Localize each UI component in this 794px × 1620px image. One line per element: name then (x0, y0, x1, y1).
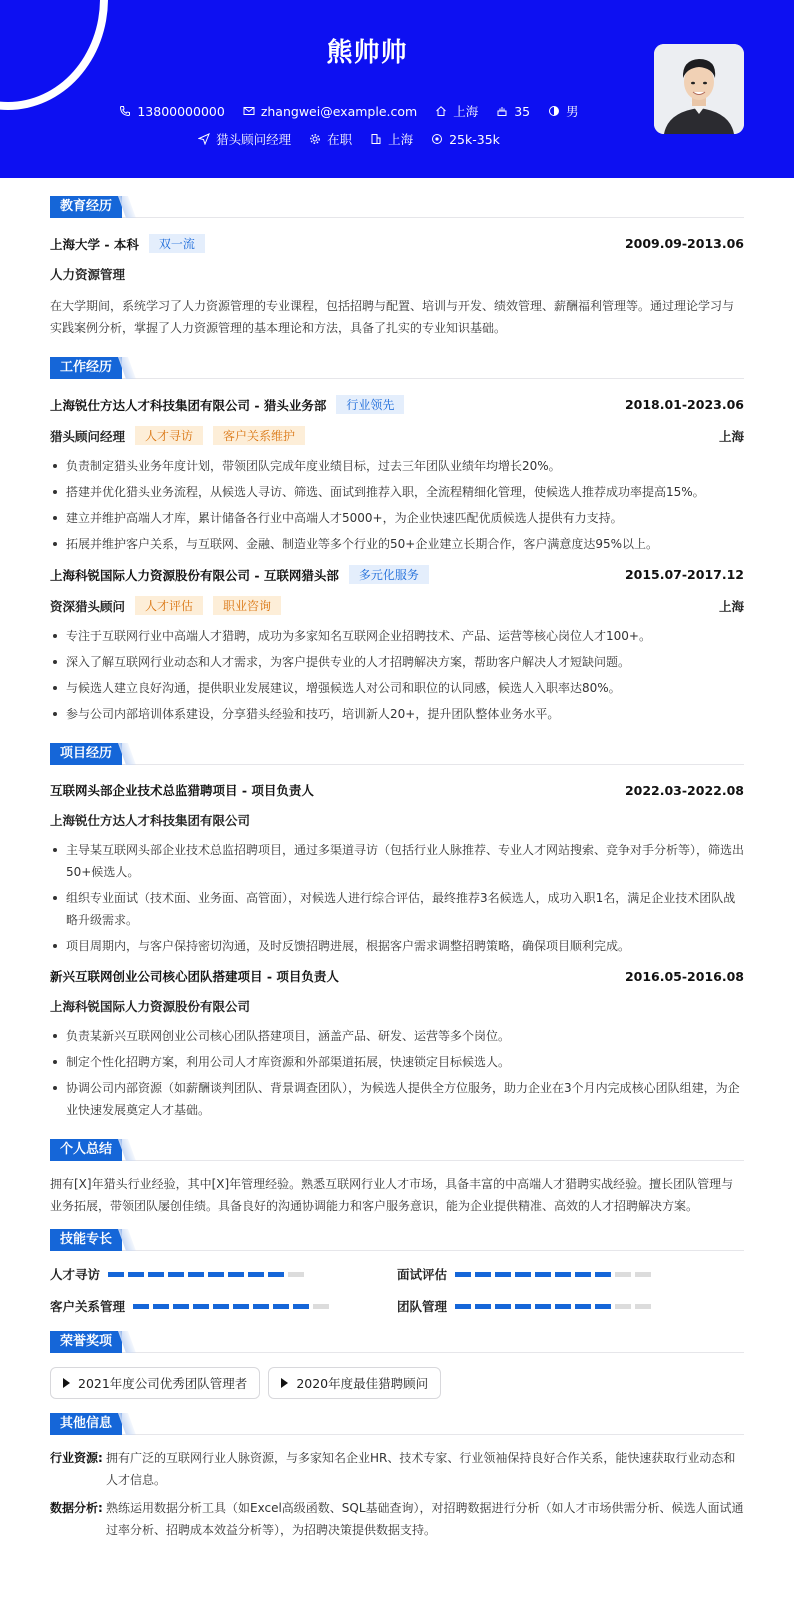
work-tag: 职业咨询 (213, 596, 281, 615)
skill-level-segment (248, 1272, 264, 1277)
award-text: 2020年度最佳猎聘顾问 (296, 1376, 429, 1391)
list-item: 拓展并维护客户关系，与互联网、金融、制造业等多个行业的50+企业建立长期合作，客户满意度达95%以上。 (50, 533, 744, 555)
skill-level-segment (313, 1304, 329, 1309)
work-location: 上海 (718, 598, 744, 614)
project-company (50, 811, 744, 829)
awards-list (50, 1367, 744, 1399)
list-item: 制定个性化招聘方案，利用公司人才库资源和外部渠道拓展，快速锁定目标候选人。 (50, 1051, 744, 1073)
list-item: 协调公司内部资源（如薪酬谈判团队、背景调查团队），为候选人提供全方位服务，助力企业在3个月内完成核心团队组建，为企业快速发展奠定人才基础。 (50, 1077, 744, 1121)
education-head (50, 234, 744, 253)
project-entry (50, 967, 744, 1121)
education-date: 2009.09-2013.06 (624, 236, 744, 251)
other-value: 熟练运用数据分析工具（如Excel高级函数、SQL基础查询），对招聘数据进行分析（如人才市场供需分析、候选人面试通过率分析、招聘成本效益分析等），为招聘决策提供数据支持。 (106, 1501, 744, 1537)
skill-level-segment (475, 1272, 491, 1277)
work-role-row (50, 426, 744, 445)
skill-level-segment (233, 1304, 249, 1309)
summary-text: 拥有[X]年猎头行业经验，其中[X]年管理经验。熟悉互联网行业人才市场，具备丰富的中高端人才猎聘实战经验。擅长团队管理与业务拓展，带领团队屡创佳绩。具备良好的沟通协调能力和客户服务意识，能为企业提供精准、高效的人才招聘解决方案。 (50, 1177, 734, 1213)
skill-level-segment (168, 1272, 184, 1277)
list-item: 负责某新兴互联网创业公司核心团队搭建项目，涵盖产品、研发、运营等多个岗位。 (50, 1025, 744, 1047)
work-date: 2015.07-2017.12 (624, 567, 744, 582)
skill-level-segment (455, 1304, 471, 1309)
skill-level-segment (615, 1272, 631, 1277)
play-icon (63, 1378, 70, 1388)
cake-icon (496, 105, 508, 117)
phone-text: 13800000000 (137, 103, 225, 119)
skill-level-segment (575, 1304, 591, 1309)
email-item (243, 102, 417, 120)
skill-level-segment (495, 1304, 511, 1309)
salary-item (431, 130, 500, 148)
work-bullets (50, 625, 744, 725)
city-item (370, 130, 413, 148)
other-label: 数据分析: (50, 1501, 103, 1515)
other-item (50, 1497, 744, 1541)
skill-level-segment (595, 1304, 611, 1309)
section-title-summary: 个人总结 (50, 1139, 122, 1161)
avatar (654, 44, 744, 134)
list-item: 专注于互联网行业中高端人才猎聘，成功为多家知名互联网企业招聘技术、产品、运营等核心岗位人才100+。 (50, 625, 744, 647)
skill-level-segment (475, 1304, 491, 1309)
skill-item (397, 1297, 744, 1315)
salary-text: 25k-35k (449, 131, 500, 147)
project-bullets (50, 839, 744, 957)
list-item: 深入了解互联网行业动态和人才需求，为客户提供专业的人才招聘解决方案，帮助客户解决人才短缺问题。 (50, 651, 744, 673)
work-entry (50, 395, 744, 555)
skill-level-segment (595, 1272, 611, 1277)
skill-level-segment (273, 1304, 289, 1309)
work-role: 资深猎头顾问 (50, 598, 126, 614)
gender-text: 男 (566, 104, 579, 119)
skill-item (50, 1265, 397, 1283)
skill-name: 团队管理 (397, 1299, 448, 1314)
skill-level-bar (455, 1272, 651, 1277)
list-item: 搭建并优化猎头业务流程，从候选人寻访、筛选、面试到推荐入职，全流程精细化管理，使候选人推荐成功率提高15%。 (50, 481, 744, 503)
school-name: 上海大学 - 本科 (50, 236, 139, 252)
skill-level-segment (148, 1272, 164, 1277)
award-text: 2021年度公司优秀团队管理者 (78, 1376, 248, 1391)
position-text: 猎头顾问经理 (216, 132, 292, 147)
skill-level-bar (108, 1272, 304, 1277)
work-entry (50, 565, 744, 725)
project-head (50, 781, 744, 799)
skill-level-segment (515, 1304, 531, 1309)
skill-level-segment (635, 1272, 651, 1277)
project-company-text: 上海锐仕方达人才科技集团有限公司 (50, 813, 251, 828)
project-head (50, 967, 744, 985)
section-title-skills: 技能专长 (50, 1229, 122, 1251)
skill-level-segment (188, 1272, 204, 1277)
list-item: 参与公司内部培训体系建设，分享猎头经验和技巧，培训新人20+，提升团队整体业务水平。 (50, 703, 744, 725)
skill-level-segment (535, 1304, 551, 1309)
work-role-row (50, 596, 744, 615)
skill-level-segment (173, 1304, 189, 1309)
work-head (50, 565, 744, 584)
skill-item (397, 1265, 744, 1283)
skill-level-segment (213, 1304, 229, 1309)
list-item: 组织专业面试（技术面、业务面、高管面），对候选人进行综合评估，最终推荐3名候选人，成功入职1名，满足企业技术团队战略升级需求。 (50, 887, 744, 931)
skills-grid (50, 1265, 744, 1315)
skill-level-segment (555, 1272, 571, 1277)
skill-level-segment (208, 1272, 224, 1277)
candidate-name: 熊帅帅 (326, 38, 408, 68)
other-label: 行业资源: (50, 1451, 103, 1465)
gender-icon (548, 105, 560, 117)
work-location: 上海 (718, 428, 744, 444)
list-item: 与候选人建立良好沟通，提供职业发展建议，增强候选人对公司和职位的认同感，候选人入职率达80%。 (50, 677, 744, 699)
gender-item (548, 102, 579, 120)
major-text: 人力资源管理 (50, 267, 126, 282)
work-tag: 人才评估 (135, 596, 203, 615)
project-title: 互联网头部企业技术总监猎聘项目 - 项目负责人 (50, 783, 314, 798)
award-chip (50, 1367, 260, 1399)
skill-level-segment (515, 1272, 531, 1277)
section-title-awards: 荣誉奖项 (50, 1331, 122, 1353)
skill-name: 人才寻访 (50, 1267, 101, 1282)
mail-icon (243, 105, 255, 117)
skill-name: 客户关系管理 (50, 1299, 126, 1314)
project-company (50, 997, 744, 1015)
list-item: 负责制定猎头业务年度计划，带领团队完成年度业绩目标，过去三年团队业绩年均增长20%。 (50, 455, 744, 477)
avatar-image (654, 44, 744, 134)
work-bullets (50, 455, 744, 555)
school-badge: 双一流 (149, 234, 205, 253)
list-item: 项目周期内，与客户保持密切沟通，及时反馈招聘进展，根据客户需求调整招聘策略，确保项目顺利完成。 (50, 935, 744, 957)
skill-level-segment (288, 1272, 304, 1277)
resume-header (0, 0, 794, 178)
major (50, 265, 744, 283)
skill-level-segment (635, 1304, 651, 1309)
work-date: 2018.01-2023.06 (624, 397, 744, 412)
section-awards (50, 1331, 744, 1353)
skill-level-bar (133, 1304, 329, 1309)
section-title-projects: 项目经历 (50, 743, 122, 765)
project-date: 2016.05-2016.08 (624, 968, 744, 984)
resume-body (50, 178, 744, 1541)
skill-item (50, 1297, 397, 1315)
work-company: 上海锐仕方达人才科技集团有限公司 - 猎头业务部 (50, 397, 327, 413)
list-item: 主导某互联网头部企业技术总监招聘项目，通过多渠道寻访（包括行业人脉推荐、专业人才网站搜索、竞争对手分析等），筛选出50+候选人。 (50, 839, 744, 883)
skill-level-segment (575, 1272, 591, 1277)
project-title: 新兴互联网创业公司核心团队搭建项目 - 项目负责人 (50, 969, 339, 984)
city-text: 上海 (388, 132, 414, 147)
phone-icon (119, 105, 131, 117)
project-company-text: 上海科锐国际人力资源股份有限公司 (50, 999, 251, 1014)
other-item (50, 1447, 744, 1491)
send-icon (198, 133, 210, 145)
list-item: 建立并维护高端人才库，累计储备各行业中高端人才5000+，为企业快速匹配优质候选人提供有力支持。 (50, 507, 744, 529)
work-company: 上海科锐国际人力资源股份有限公司 - 互联网猎头部 (50, 567, 339, 583)
work-tag: 人才寻访 (135, 426, 203, 445)
status-item (309, 130, 352, 148)
section-other (50, 1413, 744, 1435)
education-desc: 在大学期间，系统学习了人力资源管理的专业课程，包括招聘与配置、培训与开发、绩效管理、薪酬福利管理等。通过理论学习与实践案例分析，掌握了人力资源管理的基本理论和方法，具备了扎实的专业知识基础。 (50, 299, 735, 335)
other-value: 拥有广泛的互联网行业人脉资源，与多家知名企业HR、技术专家、行业领袖保持良好合作关系，能快速获取行业动态和人才信息。 (106, 1451, 736, 1487)
work-badge: 多元化服务 (349, 565, 429, 584)
skill-level-segment (455, 1272, 471, 1277)
section-title-other: 其他信息 (50, 1413, 122, 1435)
work-badge: 行业领先 (336, 395, 404, 414)
project-date: 2022.03-2022.08 (624, 782, 744, 798)
work-role: 猎头顾问经理 (50, 428, 126, 444)
section-education (50, 196, 744, 218)
section-skills (50, 1229, 744, 1251)
skill-level-segment (555, 1304, 571, 1309)
age-item (496, 102, 530, 120)
skill-level-segment (128, 1272, 144, 1277)
skill-level-segment (535, 1272, 551, 1277)
hometown-text: 上海 (453, 104, 479, 119)
email-text: zhangwei@example.com (260, 103, 418, 119)
play-icon (281, 1378, 288, 1388)
status-text: 在职 (327, 132, 353, 147)
section-summary (50, 1139, 744, 1161)
skill-level-segment (153, 1304, 169, 1309)
section-work (50, 357, 744, 379)
gear-icon (309, 133, 321, 145)
skill-level-segment (615, 1304, 631, 1309)
skill-level-segment (228, 1272, 244, 1277)
position-item (198, 130, 291, 148)
award-chip (268, 1367, 441, 1399)
section-title-work: 工作经历 (50, 357, 122, 379)
skill-level-segment (268, 1272, 284, 1277)
skill-name: 面试评估 (397, 1267, 448, 1282)
skill-level-segment (133, 1304, 149, 1309)
work-head (50, 395, 744, 414)
age-text: 35 (514, 103, 531, 119)
project-entry (50, 781, 744, 957)
skill-level-bar (455, 1304, 651, 1309)
hometown-item (435, 102, 478, 120)
skill-level-segment (495, 1272, 511, 1277)
skill-level-segment (293, 1304, 309, 1309)
home-icon (435, 105, 447, 117)
section-projects (50, 743, 744, 765)
work-tag: 客户关系维护 (213, 426, 305, 445)
coin-icon (431, 133, 443, 145)
section-title-education: 教育经历 (50, 196, 122, 218)
phone-item (119, 102, 224, 120)
skill-level-segment (253, 1304, 269, 1309)
building-icon (370, 133, 382, 145)
project-bullets (50, 1025, 744, 1121)
skill-level-segment (193, 1304, 209, 1309)
skill-level-segment (108, 1272, 124, 1277)
